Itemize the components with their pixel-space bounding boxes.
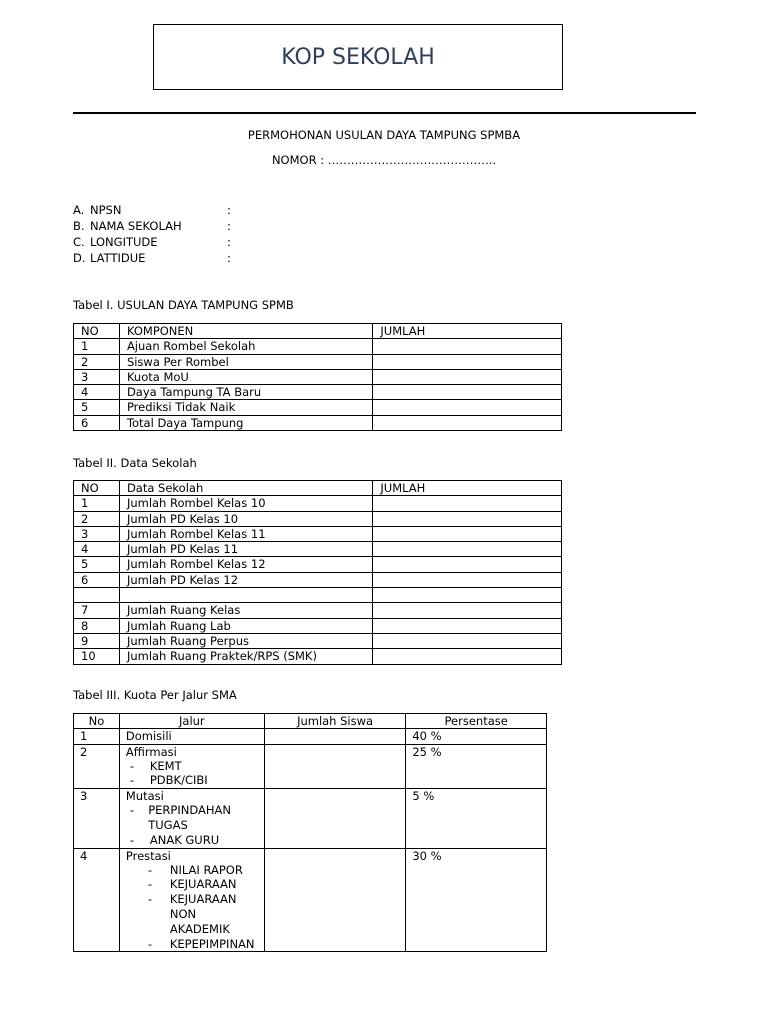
table-row (74, 603, 562, 618)
row-item: Jumlah Ruang Praktek/RPS (SMK) (119, 649, 372, 664)
table-row (74, 526, 562, 541)
table-row (74, 729, 547, 744)
identity-label: LATTIDUE (90, 251, 146, 265)
table-row (74, 511, 562, 526)
row-number: 1 (74, 496, 120, 511)
row-value (373, 415, 562, 430)
header-cell: Data Sekolah (119, 481, 372, 496)
letterhead-text: KOP SEKOLAH (281, 44, 435, 70)
table1-caption: Tabel I. USULAN DAYA TAMPUNG SPMB (73, 298, 294, 312)
route-cell (119, 848, 264, 952)
sub-route-label: NILAI RAPOR (169, 862, 243, 877)
row-value (373, 572, 562, 587)
row-number: 2 (74, 354, 120, 369)
row-item: Jumlah Ruang Perpus (119, 633, 372, 648)
identity-row (73, 234, 231, 250)
capacity-proposal-table (73, 323, 562, 431)
table-row (74, 354, 562, 369)
table-row (74, 339, 562, 354)
identity-row (73, 250, 231, 266)
percentage-cell: 5 % (406, 789, 547, 848)
sub-route-label: KEPEPIMPINAN (169, 936, 255, 951)
row-item: Jumlah PD Kelas 12 (119, 572, 372, 587)
row-component: Prediksi Tidak Naik (119, 400, 372, 415)
sub-route-label: KEMT (149, 758, 182, 773)
row-number: 1 (74, 729, 120, 744)
quota-per-route-table (73, 713, 547, 952)
sub-route-label: KEJUARAAN (169, 877, 237, 892)
row-component: Kuota MoU (119, 369, 372, 384)
sub-route-item: - PERPINDAHAN TUGAS (126, 803, 264, 833)
row-number: 2 (74, 511, 120, 526)
row-value (373, 496, 562, 511)
route-cell (119, 789, 264, 848)
student-count-cell (264, 789, 406, 848)
row-component: Siswa Per Rombel (119, 354, 372, 369)
identity-colon: : (227, 251, 231, 265)
header-cell: NO (74, 324, 120, 339)
row-number: 4 (74, 848, 120, 952)
identity-colon: : (227, 235, 231, 249)
table-row (74, 649, 562, 664)
row-item: Jumlah Ruang Lab (119, 618, 372, 633)
row-number: 8 (74, 618, 120, 633)
table-header-row (74, 481, 562, 496)
row-value (373, 618, 562, 633)
school-data-table (73, 480, 562, 665)
row-value (373, 400, 562, 415)
header-cell: NO (74, 481, 120, 496)
row-value (373, 339, 562, 354)
row-number: 3 (74, 526, 120, 541)
table3-caption: Tabel III. Kuota Per Jalur SMA (73, 688, 237, 702)
row-component: Ajuan Rombel Sekolah (119, 339, 372, 354)
table-header-row (74, 324, 562, 339)
header-cell: Persentase (406, 714, 547, 729)
table-row (74, 415, 562, 430)
sub-route-item: - PDBK/CIBI (129, 773, 208, 788)
table2-caption: Tabel II. Data Sekolah (73, 456, 197, 470)
row-number: 2 (74, 744, 120, 789)
header-cell: JUMLAH (373, 481, 562, 496)
table-row (74, 400, 562, 415)
table-row (74, 369, 562, 384)
row-number (74, 588, 120, 603)
sub-route-label: PERPINDAHAN TUGAS (148, 803, 231, 832)
percentage-cell: 30 % (406, 848, 547, 952)
sub-route-item: - KEJUARAAN NON AKADEMIK (126, 892, 264, 936)
row-number: 5 (74, 557, 120, 572)
document-title: PERMOHONAN USULAN DAYA TAMPUNG SPMBA (247, 128, 521, 142)
sub-route-item: - NILAI RAPOR (147, 862, 243, 877)
identity-row (73, 202, 231, 218)
table-row (74, 633, 562, 648)
route-name: Domisili (125, 729, 172, 744)
sub-route-item: - KEJUARAAN (147, 877, 237, 892)
header-cell: JUMLAH (373, 324, 562, 339)
row-item: Jumlah Rombel Kelas 11 (119, 526, 372, 541)
row-value (373, 542, 562, 557)
row-item: Jumlah PD Kelas 11 (119, 542, 372, 557)
identity-row (73, 218, 231, 234)
row-value (373, 603, 562, 618)
student-count-cell (264, 848, 406, 952)
percentage-cell: 40 % (406, 729, 547, 744)
row-number: 4 (74, 542, 120, 557)
identity-label: NAMA SEKOLAH (90, 219, 182, 233)
route-name: Affirmasi (125, 744, 177, 759)
table-row (74, 789, 547, 848)
table-header-row (74, 714, 547, 729)
table-row (74, 618, 562, 633)
header-cell: No (74, 714, 120, 729)
sub-route-label: ANAK GURU (149, 832, 220, 847)
table-row (74, 557, 562, 572)
sub-route-item: - KEMT (129, 758, 182, 773)
school-identity-list (73, 202, 231, 266)
letterhead-box (153, 24, 563, 90)
header-cell: Jumlah Siswa (264, 714, 406, 729)
identity-letter: C. (73, 235, 85, 249)
table-row (74, 572, 562, 587)
route-name: Mutasi (125, 789, 164, 804)
row-component: Daya Tampung TA Baru (119, 385, 372, 400)
row-value (373, 588, 562, 603)
header-divider (73, 112, 696, 114)
row-number: 3 (74, 789, 120, 848)
row-item: Jumlah Rombel Kelas 12 (119, 557, 372, 572)
sub-route-item: - KEPEPIMPINAN (147, 936, 255, 951)
row-component: Total Daya Tampung (119, 415, 372, 430)
row-number: 7 (74, 603, 120, 618)
row-item: Jumlah PD Kelas 10 (119, 511, 372, 526)
row-number: 5 (74, 400, 120, 415)
row-number: 4 (74, 385, 120, 400)
sub-route-label: KEJUARAAN NON AKADEMIK (169, 892, 237, 936)
route-cell (119, 744, 264, 789)
row-value (373, 385, 562, 400)
identity-colon: : (227, 219, 231, 233)
row-value (373, 354, 562, 369)
document-number: NOMOR : …………………………………….. (271, 153, 497, 167)
row-item (119, 588, 372, 603)
table-row (74, 496, 562, 511)
header-cell: KOMPONEN (119, 324, 372, 339)
identity-label: LONGITUDE (90, 235, 158, 249)
identity-letter: A. (73, 203, 85, 217)
row-item: Jumlah Ruang Kelas (119, 603, 372, 618)
student-count-cell (264, 744, 406, 789)
identity-colon: : (227, 203, 231, 217)
row-number: 1 (74, 339, 120, 354)
identity-letter: D. (73, 251, 86, 265)
row-number: 6 (74, 572, 120, 587)
row-value (373, 633, 562, 648)
row-item: Jumlah Rombel Kelas 10 (119, 496, 372, 511)
row-number: 9 (74, 633, 120, 648)
row-number: 10 (74, 649, 120, 664)
identity-letter: B. (73, 219, 85, 233)
row-value (373, 511, 562, 526)
route-name: Prestasi (125, 848, 171, 863)
student-count-cell (264, 729, 406, 744)
sub-route-label: PDBK/CIBI (149, 773, 208, 788)
row-value (373, 526, 562, 541)
sub-route-item: - ANAK GURU (129, 832, 220, 847)
identity-label: NPSN (90, 203, 122, 217)
row-number: 3 (74, 369, 120, 384)
row-number: 6 (74, 415, 120, 430)
row-value (373, 557, 562, 572)
route-cell (119, 729, 264, 744)
percentage-cell: 25 % (406, 744, 547, 789)
table-row (74, 848, 547, 952)
header-cell: Jalur (119, 714, 264, 729)
table-row (74, 542, 562, 557)
row-value (373, 649, 562, 664)
table-row (74, 744, 547, 789)
row-value (373, 369, 562, 384)
table-row (74, 588, 562, 603)
table-row (74, 385, 562, 400)
